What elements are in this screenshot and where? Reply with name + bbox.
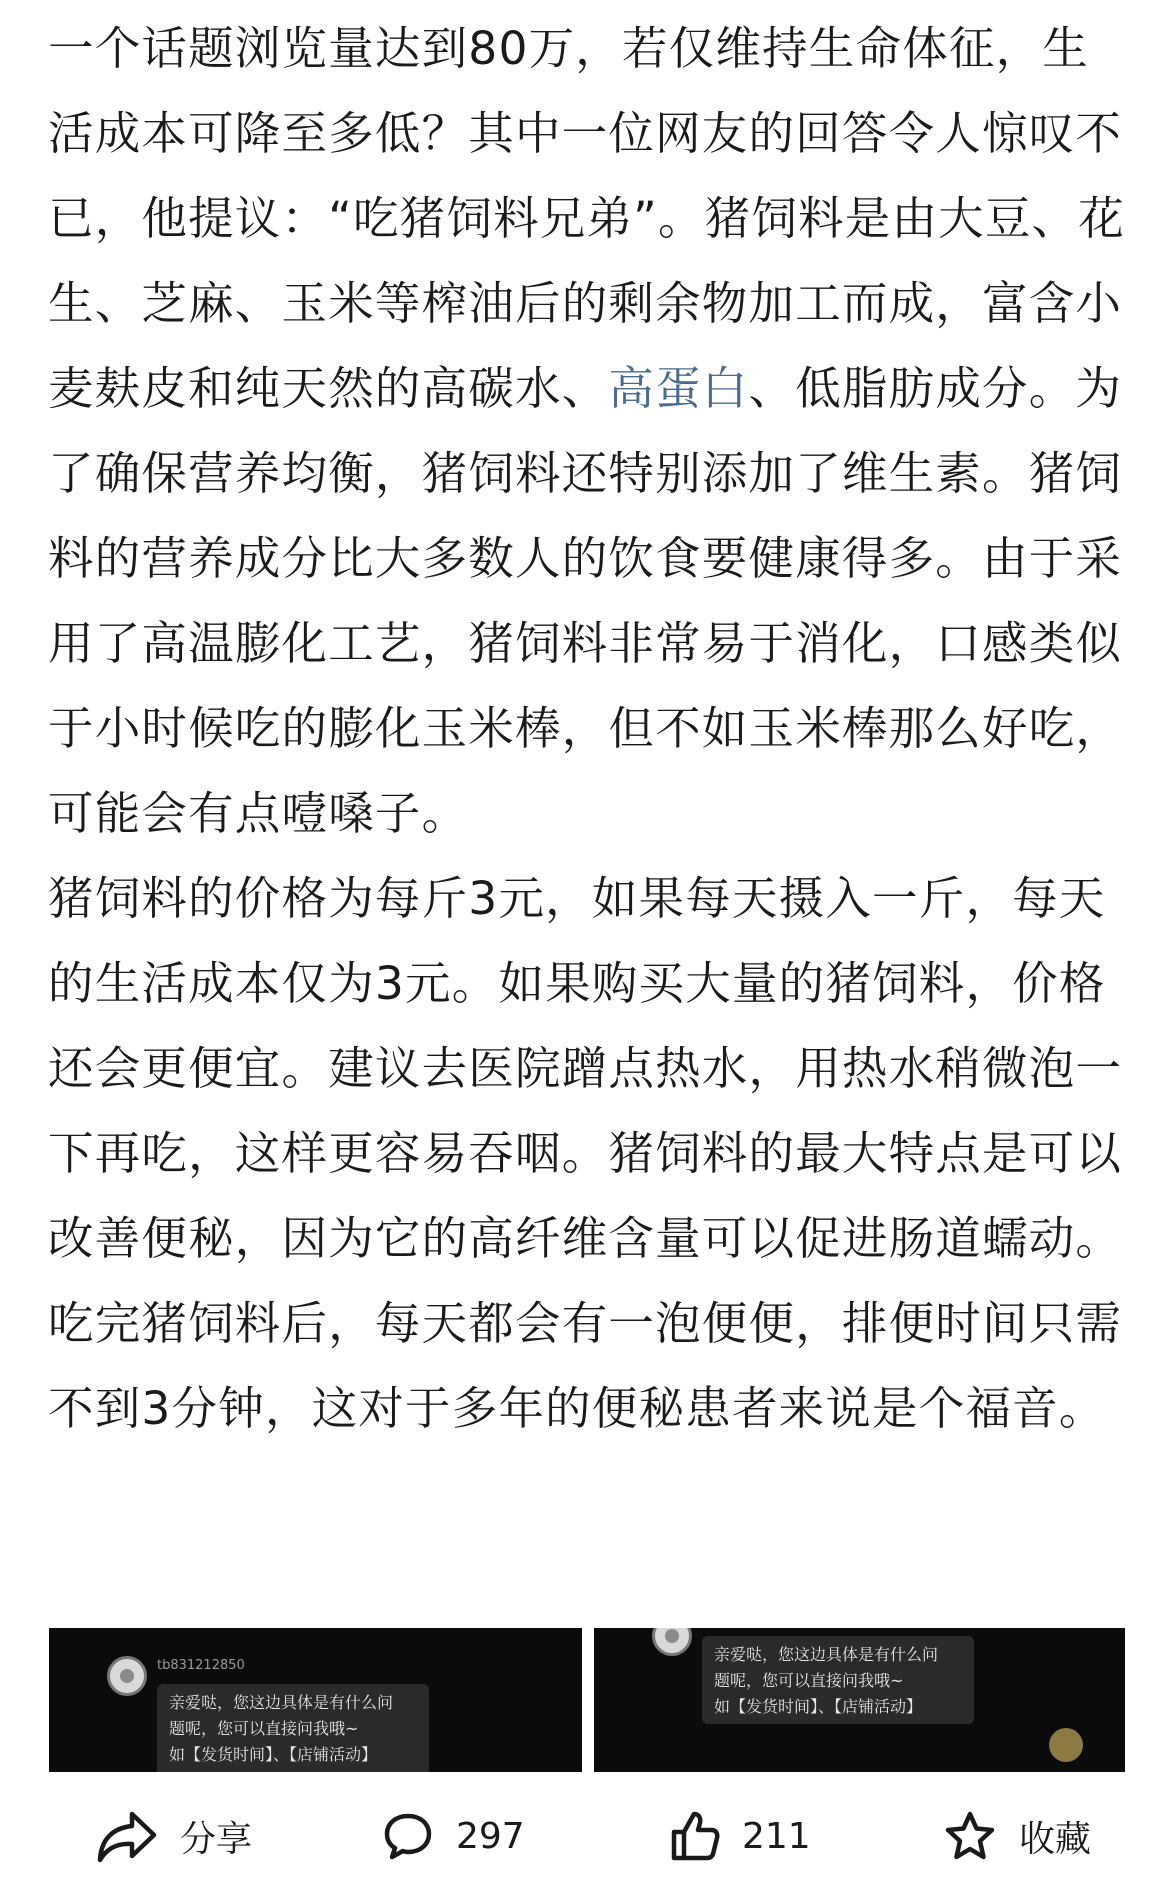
article-body [48, 6, 1133, 1451]
thumbs-up-icon [670, 1810, 720, 1862]
comment-icon [382, 1811, 434, 1861]
chat-line: 题呢，您可以直接问我哦~ [169, 1719, 359, 1738]
chat-username: tb831212850 [157, 1658, 245, 1673]
share-label: 分享 [180, 1818, 253, 1860]
chat-line: 亲爱哒，您这边具体是有什么问 [169, 1693, 394, 1712]
paragraph-1-text-before: 一个话题浏览量达到80万，若仅维持生命体征，生活成本可降至多低？其中一位网友的回答令人惊叹不已，他提议：“吃猪饲料兄弟”。猪饲料是由大豆、花生、芝麻、玉米等榨油后的剩余物加工而成，富含小麦麸皮和纯天然的高碳水、 [48, 22, 1125, 415]
paragraph-1-text-after: 、低脂肪成分。为了确保营养均衡，猪饲料还特别添加了维生素。猪饲料的营养成分比大多数人的饮食要健康得多。由于采用了高温膨化工艺，猪饲料非常易于消化，口感类似于小时候吃的膨化玉米棒，但不如玉米棒那么好吃，可能会有点噎嗓子。 [48, 362, 1123, 840]
share-icon [96, 1808, 158, 1864]
chat-line: 亲爱哒，您这边具体是有什么问 [714, 1645, 939, 1664]
star-icon [943, 1810, 997, 1862]
like-count: 211 [742, 1815, 811, 1857]
comment-button[interactable] [382, 1796, 525, 1876]
chat-screenshot-right[interactable] [594, 1628, 1125, 1772]
article-paragraph-1 [48, 6, 1133, 856]
image-gallery [49, 1628, 1125, 1772]
favorite-button[interactable] [943, 1796, 1091, 1876]
share-button[interactable] [96, 1796, 252, 1876]
article-paragraph-2: 猪饲料的价格为每斤3元，如果每天摄入一斤，每天的生活成本仅为3元。如果购买大量的猪饲料，价格还会更便宜。建议去医院蹭点热水，用热水稍微泡一下再吃，这样更容易吞咽。猪饲料的最大特点是可以改善便秘，因为它的高纤维含量可以促进肠道蠕动。吃完猪饲料后，每天都会有一泡便便，排便时间只需不到3分钟，这对于多年的便秘患者来说是个福音。 [48, 872, 1123, 1435]
favorite-label: 收藏 [1019, 1818, 1092, 1860]
avatar [107, 1656, 147, 1696]
avatar [652, 1628, 692, 1656]
chat-screenshot-left[interactable] [49, 1628, 582, 1772]
like-button[interactable] [670, 1796, 811, 1876]
avatar [1049, 1728, 1083, 1762]
chat-line: 题呢，您可以直接问我哦~ [714, 1671, 904, 1690]
chat-bubble [157, 1684, 429, 1772]
chat-bubble [702, 1636, 974, 1724]
comment-count: 297 [456, 1815, 525, 1857]
keyword-link-high-protein[interactable]: 高蛋白 [608, 362, 749, 415]
chat-line: 如【发货时间】、【店铺活动】 [169, 1745, 378, 1764]
chat-line: 如【发货时间】、【店铺活动】 [714, 1697, 923, 1716]
bottom-action-bar [0, 1796, 1170, 1876]
